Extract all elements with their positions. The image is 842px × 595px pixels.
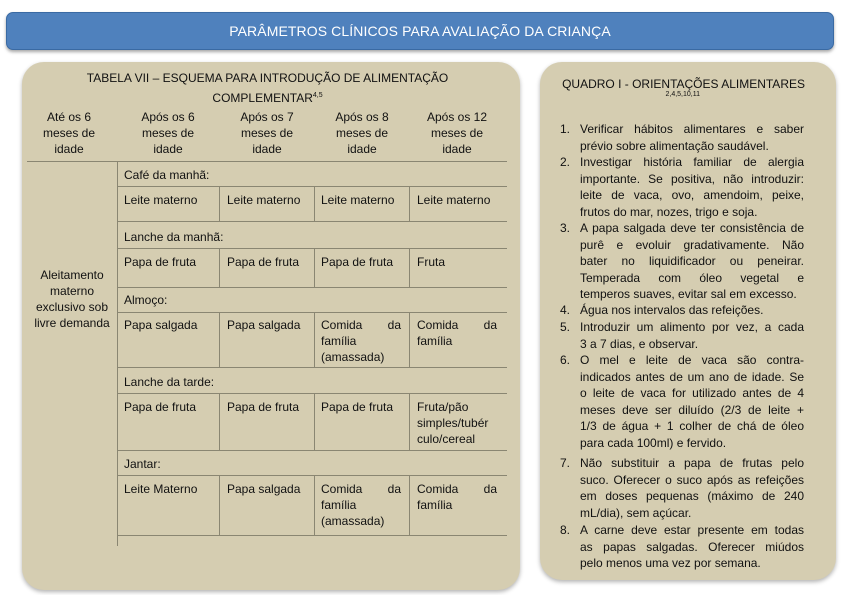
guideline-number: 2. [559,155,570,169]
table-cell: Papa salgada [227,318,301,332]
header-text: Até os 6 [46,110,92,124]
header-text: meses de [430,126,484,140]
guideline-item [580,220,804,303]
divider [409,475,410,535]
exclusive-breastfeeding-cell [28,267,116,331]
guideline-line: O mel e leite de vaca são contra- [580,353,804,367]
divider [27,161,507,162]
cell-text: da [387,482,401,496]
header-col-5 [411,109,503,157]
guideline-item [580,302,804,319]
table-cell: Papa de fruta [227,400,300,414]
header-text: idade [347,142,377,156]
quadro-title: QUADRO I - ORIENTAÇÕES ALIMENTARES [562,77,805,91]
divider [314,248,315,287]
guideline-number: 7. [559,456,570,470]
header-col-3 [222,109,312,157]
meal-label-dinner: Jantar: [124,457,161,471]
divider [314,393,315,450]
header-text: Após os 7 [240,110,294,124]
guideline-line: Investigar história familiar de alergia [580,155,804,169]
table-cell: Leite materno [321,193,395,207]
divider [117,367,507,368]
guideline-number: 8. [559,523,570,537]
table-title-line1: TABELA VII – ESQUEMA PARA INTRODUÇÃO DE ALIMENTAÇÃO [86,71,449,85]
table-cell: Papa salgada [227,482,301,496]
divider [117,450,507,451]
page-title: PARÂMETROS CLÍNICOS PARA AVALIAÇÃO DA CRIANÇA [229,23,611,39]
guideline-line: pelo menos uma vez por semana. [580,556,761,570]
cell-text: culo/cereal [417,432,476,446]
table-cell: Papa de fruta [321,400,394,414]
guideline-line: frutos do mar, nozes, trigo e soja. [580,204,758,219]
divider [117,221,507,222]
cell-text: (amassada) [321,514,385,528]
cell-text: família [417,498,453,512]
table-title-line2: COMPLEMENTAR [212,91,313,105]
guideline-line: Introduzir um alimento por vez, a cada [580,320,804,334]
divider [117,186,507,187]
guideline-line: Verificar hábitos alimentares e saber [580,122,804,136]
guideline-line: A papa salgada deve ter consistência de [580,221,804,235]
table-cell: Papa de fruta [124,400,197,414]
divider [219,186,220,221]
guideline-line: prévio sobre alimentação saudável. [580,138,769,153]
guideline-line: Água nos intervalos das refeições. [580,303,764,317]
guideline-line: meses deve ser diluído (2/3 de leite + [580,402,804,417]
guideline-number: 5. [559,320,570,334]
guideline-number: 1. [559,122,570,136]
table-cell: Leite materno [417,193,491,207]
guideline-line: mL/dia), sem açúcar. [580,505,692,520]
table-cell: Papa de fruta [321,255,394,269]
guideline-line: para cada 100ml) e fervido. [580,435,727,450]
cell-text: materno [49,284,95,298]
table-cell: Leite Materno [124,482,198,496]
guideline-line: o leite de vaca for utilizado antes de 4 [580,386,804,400]
divider [117,475,507,476]
page-banner [6,12,834,50]
meal-label-afternoon-snack: Lanche da tarde: [124,375,215,389]
cell-text: (amassada) [321,350,385,364]
divider [219,312,220,367]
guideline-item [580,121,804,154]
meal-label-morning-snack: Lanche da manhã: [124,230,224,244]
header-text: Após os 6 [141,110,195,124]
guideline-line: temperos suaves, evitar sal em excesso. [580,287,797,301]
meal-label-lunch: Almoço: [124,293,168,307]
header-text: idade [252,142,282,156]
guideline-item [580,522,804,572]
divider [314,186,315,221]
cell-text: Fruta/pão [417,400,469,414]
header-col-4 [317,109,407,157]
divider [409,393,410,450]
header-col-1 [28,109,110,157]
guideline-line: suco. Oferecer o suco após as refeições [580,472,804,487]
quadro-refs: 2,4,5,10,11 [665,91,700,98]
table-cell [321,317,401,365]
guideline-item [580,319,804,352]
header-text: meses de [42,126,96,140]
guideline-line: em doses pequenas (máximo de 240 [580,489,804,503]
cell-text: exclusivo sob [35,300,109,314]
guideline-item [580,352,804,451]
guideline-line: bater no liquidificador ou peneirar. [580,254,804,268]
guideline-item [580,154,804,220]
divider [117,535,507,536]
table-cell: Papa salgada [124,318,198,332]
guideline-line: Não substituir a papa de frutas pelo [580,456,804,470]
divider [409,186,410,221]
divider [314,312,315,367]
guideline-line: Temperada com óleo vegetal e [580,270,804,285]
guideline-line: importante. Se positiva, não introduzir: [580,171,804,186]
divider [117,312,507,313]
table-cell [417,317,497,349]
table-cell [417,399,507,447]
cell-text: da [387,318,401,332]
table-cell: Papa de fruta [124,255,197,269]
guideline-number: 6. [559,353,570,367]
guideline-line: A carne deve estar presente em todas [580,523,804,537]
table-cell [417,481,497,513]
cell-text: Comida [321,318,363,332]
header-text: Após os 8 [335,110,389,124]
divider [219,393,220,450]
guideline-line: 3 a 7 dias, e observar. [580,336,699,351]
guideline-number: 4. [559,303,570,317]
header-text: Após os 12 [426,110,488,124]
guideline-line: as papas salgadas. Oferecer miúdos [580,539,804,554]
guideline-line: leite de vaca, ovo, amendoim, peixe, [580,188,804,202]
table-cell: Fruta [417,255,446,269]
cell-text: Comida [321,482,363,496]
divider [117,393,507,394]
divider [117,161,118,546]
divider [409,248,410,287]
header-text: idade [442,142,472,156]
cell-text: simples/tubér [417,416,489,430]
cell-text: livre demanda [34,316,110,330]
divider [117,248,507,249]
header-text: meses de [335,126,389,140]
divider [409,312,410,367]
table-title [60,70,475,107]
guideline-line: purê e evoluir gradativamente. Não [580,237,804,252]
divider [117,287,507,288]
guideline-number: 3. [559,221,570,235]
meal-label-breakfast: Café da manhã: [124,168,210,182]
cell-text: família [321,334,357,348]
table-cell: Leite materno [227,193,301,207]
table-cell: Papa de fruta [227,255,300,269]
divider [219,475,220,535]
table-title-refs: 4,5 [312,92,323,99]
table-cell [321,481,401,529]
guideline-line: 1/3 de água + 1 colher de chá de óleo [580,419,804,433]
cell-text: Comida [417,482,459,496]
header-text: idade [153,142,183,156]
cell-text: Comida [417,318,459,332]
header-text: meses de [141,126,195,140]
divider [314,475,315,535]
header-col-2 [120,109,216,157]
cell-text: família [417,334,453,348]
table-cell: Leite materno [124,193,198,207]
header-text: meses de [240,126,294,140]
cell-text: família [321,498,357,512]
guideline-item [580,455,804,521]
header-text: idade [54,142,84,156]
divider [219,248,220,287]
cell-text: Aleitamento [40,268,104,282]
guideline-line: indicados antes de um ano de idade. Se [580,369,804,384]
cell-text: da [483,482,497,496]
cell-text: da [483,318,497,332]
